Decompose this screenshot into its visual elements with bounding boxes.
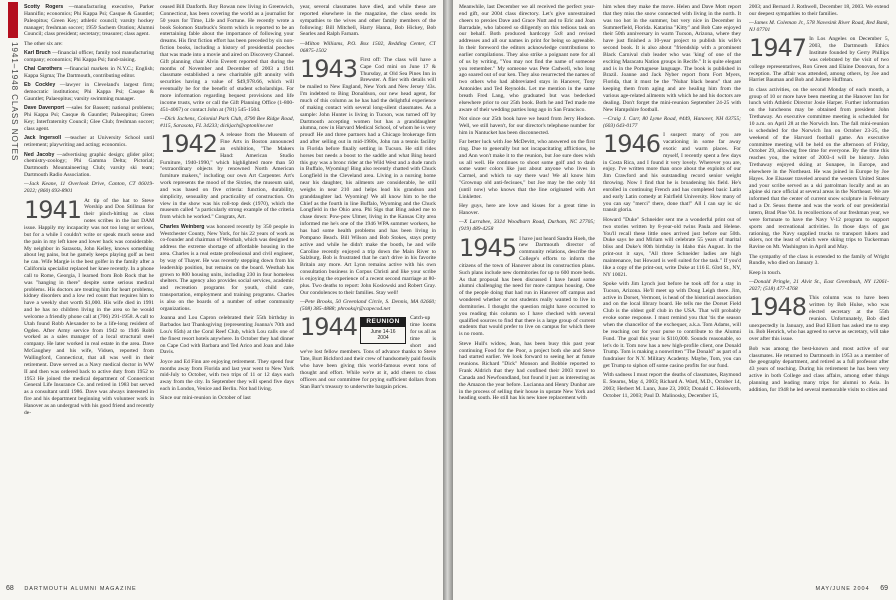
note-text: Joanna and Lou Capron celebrated their 55th birthday in Barbados last Thanksgiving (representing Joanna's 70th and Lou's 85th) at the Coral Reef Club, which Lou calls one of the finest resort hotels anywhere. In October they had dinner on Cape Cod with Barbara and Ted Arico and Joan and Jake Davis. <box>160 315 294 356</box>
note-text: —manufacturing executive, Parker Hannifin; economics; Phi Kappa Psi; Casque & Gauntlet; Paleopitus; Green Key; athletic council; varsity hockey manager; freshman soccer; 1959 Sachem Oration; Alumni Council; class president; secretary; treasurer; class agent. <box>24 4 154 38</box>
note-paragraph <box>160 359 294 393</box>
note-text: The sympathy of the class is extended to the family of Wright Rundle, who died on January 3. <box>749 253 889 267</box>
note-paragraph <box>24 4 154 38</box>
note-paragraph <box>24 66 154 80</box>
note-paragraph <box>749 87 889 251</box>
note-text: —Milton Williams, P.O. Box 1502, Redding Center, CT 06875-1502 <box>300 40 436 54</box>
note-paragraph <box>160 224 294 313</box>
note-paragraph <box>603 281 741 370</box>
left-page <box>0 0 443 600</box>
note-paragraph <box>459 203 595 217</box>
class-year-heading: 1947 <box>749 34 807 63</box>
note-paragraph <box>749 254 889 268</box>
note-text: A release from the Museum of Fine Arts in Boston announced an exhibition, "The Makers Hand: American Studio Furniture, 1940-1990," which highlighted more than 50 "extraordinary objects by renowned North American furniture makers," including our own Art Carpenter. Art's work represents the mood of the Sixties, the museum said, and was based on five criteria: function, durability, simplicity, sensuality and practicality of construction. On view in the show was his roll-top desk (1970), which the museum called "a particularly strong example of the criteria from which he worked." Congrats, Art. <box>160 132 294 221</box>
note-text: 2003; and Bernard J. Rothwell, December 18, 2003. We extend our deepest sympathies to their families. <box>749 4 889 17</box>
note-text: Howard "Duke" Schneider sent me a wonderful print out of two stories written by 8-year-old twins Paula and Helene. You'll recall these little ones arrived just before our 50th. Duke says he and Miriam will celebrate 55 years of marital bliss and Duke's 80th birthday in Idaho this August. In the print-out it says, "All three Schneider ladies are high maintenance, but Howard is well suited for the task." If you'd like a copy of the print-out, write Duke at 116 E. 63rd St., NY, NY 10021. <box>603 216 741 278</box>
note-text: —Craig J. Carr, 80 Lyme Road, #449, Hanover, NH 03755; (603) 643-0177 <box>603 116 741 129</box>
secretary-signature <box>300 299 436 313</box>
note-text: him when they make the move. Helen and Dave Mott report that they miss the snow connected with living in the north. It was too hot in the summer, but very nice in December in Summerfield, Florida. Katarina "Kitty" and Bob Cate enjoyed their 50th anniversary in warm Tucson, Arizona, where they have just finished a 10-year project to publish his wife's second book. It is also about "friendship with a prominent Black Carnival club leader who was 'king' of one of the exciting Maracatu Nation groups in Recife." It is quite elegant and is in the Portuguese language. The book is published in Brazil. Joanne and Jack Nyber report from Fort Myers, Florida, that it must be the "Nubar black beans" that are keeping them from aging and are healing him from the various age-related ailments with which he and his doctors are dealing. Don't forget the mini-reunion September 24-25 with New Hampshire football. <box>603 4 741 113</box>
secretary-signature <box>24 181 154 195</box>
class-year-heading: 1944 <box>300 313 358 342</box>
secretary-signature <box>749 279 889 293</box>
class-note-year-1948 <box>749 295 889 343</box>
note-paragraph <box>24 152 154 179</box>
classmate-name: Chal Carothers <box>24 66 62 73</box>
note-text: was honored recently by 350 people in Westchester County, New York, for his 22 years of work as co-founder and chairman of Westhab, which was designed to address the extreme shortage of affordable housing in the area. Charles is a real estate professional and civil engineer, by way of Thayer. He was recently stepping down from his leadership position, but remains on the board. Westhab has grown to 800 housing units, including 230 in four homeless shelters. The agency also provides social services, academic and recreation programs for youth, child care, transportation, employment and training programs. Charles is also on the boards of a number of other community organizations. <box>160 223 294 312</box>
classmate-name: Charles Weinberg <box>160 223 205 230</box>
note-text: This column was to have been written by Bob Hulse, who was elected secretary at the 55th reunion. Unfortunately, Bob died unexpectedly in January, and Bud Elliott has asked me to step in. Bob Henrich, who has agreed to serve as secretary, will take over after this issue. <box>749 295 889 343</box>
text-column-5 <box>603 4 741 572</box>
classmate-name: Scotty Rogers <box>24 4 64 10</box>
note-paragraph <box>24 41 154 48</box>
class-year-heading: 1942 <box>160 130 218 159</box>
note-text: —Dick Jachens, Colonial Park Club, 4790 Bee Ridge Road, #115, Sarasota, FL 34233; dickjach@optonline.net <box>160 116 294 129</box>
note-paragraph <box>24 82 154 103</box>
note-text: Meanwhile, last December we all received the perfect year-end gift, our 2004 class directory. Let's give unrestrained cheers to prexies Dave and Grace Nutt and to Eric and Joan Barradale, who labored so diligently on this tedious task on our behalf. Both produced hardcopy 5x8 and revised addresses and all our names in print for being so agreeable. In their foreword the editors acknowledge contributions to earlier compilations. They also strike a poignant note for all of us by writing, "You may not find the name of someone you remember." My someone was Pete Cadwell, who long ago soared out of our ken. They also resurrected the names of two others who had abbreviated stays in Hanover, Tony Antonides and Ted Reynolds. Let me mention in the same breath Fred Lang, who graduated but was bedecked elsewhere prior to our 25th book. Both he and Ted made me aware of their wedding parties long ago in San Francisco. <box>459 4 595 113</box>
note-text: —financial markets in N.Y.C.; English; Kappa Sigma; The Dartmouth, contributing editor. <box>24 66 154 80</box>
note-text: —Donald Pringle, 21 Alvit St., East Greenbush, NY 12061-2027; (518) 477-4768 <box>749 279 889 292</box>
left-footer-title: DARTMOUTH ALUMNI MAGAZINE <box>24 586 137 592</box>
class-note-year-1941 <box>24 195 154 417</box>
secretary-signature <box>603 116 741 130</box>
note-paragraph <box>459 116 595 137</box>
secretary-signature <box>300 41 436 55</box>
note-text: year, several classmates have died, and while these are reported elsewhere in the magazine, the class sends its sympathies to the wives and other family members of the following: Bill Mitchell, Harry Hanna, Bob Hickey, Bob Searles and Ralph Farnam. <box>300 4 436 38</box>
note-text: I have just heard Sandra Hoeh, the new Dartmouth director of community relations, describe the College's efforts to inform the citizens of the town of Hanover about its construction plans. Such plans include new dormitories for up to 600 more beds. As that proposal has been discussed I have heard some alumni challenging the need for more campus housing. One of the people doing that had run in Hanover off campus and wondered whether or not students really wanted to live in dormitories. I thought the question might have occurred to you reading this column so I have checked with several qualified sources to find that there is a large group of current students that would prefer to live on campus for which there is no room. <box>459 235 595 338</box>
note-text: With sadness I must report the deaths of classmates, Raymond E. Stearns, May 4, 2003; Richard A. Ward, M.D., October 14, 2003; Herbert M. Lunn, June 23, 2003; Donald C. Holsworth, October 11, 2003; Paul D. Malinosky, December 15, <box>603 372 741 399</box>
note-text: Joyce and Ed Finn are enjoying retirement. They spend four months away from Florida and last year went to New York mid-July to October, with two trips of 11 or 12 days each away from the city. In September they will spend five days each in London, Venice and Berlin. Not bad living. <box>160 358 294 393</box>
note-paragraph <box>603 217 741 279</box>
classmate-name: Karl Bruch <box>24 50 51 57</box>
note-paragraph <box>24 50 154 64</box>
note-paragraph <box>603 4 741 114</box>
right-page <box>453 0 896 600</box>
note-text: —sales for Bassett; national problems; Phi Kappa Psi; Casque & Gauntlet; Palaeopitus; Green Key; Interfraternity Council; Glee Club; freshman soccer; class agent. <box>24 105 154 132</box>
note-text: In Los Angeles on December 5, 2003, the Dartmouth Ethics Institute founded by Gerry Phillips was celebrated by the visit of two college representatives, Ron Green and Elaine Donovan, for a reception. The affair was attended, among others, by Joe and Harriet Bauman and Bob and Juliette Huffman. <box>749 36 889 84</box>
note-text: —advertising graphic design; glider pilot; chemistry-zoology; Phi Gamma Delta; Pictorial; Dartmouth Mountaineering Club; varsity ski team; Dartmouth Radio Association. <box>24 151 154 179</box>
note-paragraph <box>24 105 154 132</box>
classmate-name: Dave Davenport <box>24 105 65 112</box>
note-text: —lawyer in Cleveland's largest firm; democratic institutions; Phi Kappa Psi; Casque & Gauntlet; Palaeopitus; varsity swimming manager. <box>24 82 154 103</box>
class-note-year-1943 <box>300 54 436 297</box>
note-paragraph <box>459 4 595 114</box>
right-footer <box>816 585 889 592</box>
note-text: —X Larrabee, 3324 Woodburn Road, Durham, NC 27705; (919) 489-4258 <box>459 219 595 233</box>
text-column-2 <box>160 4 294 572</box>
note-text: Steve Hull's widow, Jean, has been busy this past year continuing Food for the Poor, a project both she and Steve had started earlier. We look forward to seeing her at future reunions. Richard "Dick" Monson and Bobbie reported to Frank Aldrich that they had confined their 2003 travel to Canada and Newfoundland, but found it just as interesting as the Amazon the year before. Lucianna and Henry Dunbar are in the process of selling their house in upstate New York and heading south. He still has his new knee replacement with <box>459 340 595 402</box>
classmate-name: Ned Jacoby <box>24 151 55 158</box>
note-paragraph <box>160 395 294 402</box>
class-note-year-1944 <box>300 315 436 390</box>
note-paragraph <box>24 135 154 149</box>
note-text: Bob was among the best-known and most active of our classmates. He returned to Dartmouth in 1953 as a member of the geography department, and retired as a full professor after 43 years of teaching. During his retirement he has been very active in both College and class affairs, among other things planning and leading many trips for alumni to Asia. In addition, for 1948 he led several memorable visits to cities and <box>749 345 889 393</box>
note-text: Keep in touch. <box>749 269 782 276</box>
note-text: ceased Bill Danforth. Roy Rowan now living in Greenwich, Connecticut, has been covering the world as a journalist for 50 years for Time, Life and Fortune. He recently wrote a book Solomon Starbuck's Storm which is reported to be an entertaining fable about the importance of following your dreams. His first fiction effort has been preceded by six non-fiction books, including a history of presidential pooches that was made into a movie and aired on Discovery Channel. Gift planning chair Alvin Everett reported that during the months of November and December of 2003 a 1941 classmate established a new charitable gift annuity with securities having a value of $49,978.66, which will eventually be for the benefit of student scholarships. For more information regarding bequest provisions and life income trusts, write or call the Gift Planning Office (1-800-451-4067) or contact John at (781) 545-1504. <box>160 4 294 113</box>
note-paragraph <box>749 4 889 18</box>
note-text: —Pete Brooks, 50 Greenland Circle, S. Dennis, MA 02660; (508) 385-4888; phrooksjr@capecod.net <box>300 298 436 312</box>
classmate-name: Eb Cockley <box>24 82 56 89</box>
left-page-number: 68 <box>6 585 14 592</box>
note-paragraph <box>160 4 294 114</box>
class-year-heading: 1943 <box>300 54 358 83</box>
right-footer-title: MAY/JUNE 2004 <box>815 586 870 592</box>
reunion-box <box>360 317 406 344</box>
text-column-3 <box>300 4 436 572</box>
note-text: —financial officer, family tool manufacturing company; economics; Phi Kappa Psi; fund-raising. <box>24 50 154 63</box>
class-year-heading: 1945 <box>459 233 517 262</box>
class-year-heading: 1946 <box>603 130 661 159</box>
note-paragraph <box>160 315 294 356</box>
note-text: Catch-up time looms for us all as time is short and we've lost fellow members. Tons of advance thanks to Steve Tate, Burt Bickford and their crew of handsomely paid fossils who have been giving this world-famous event tons of thought and effort. While we're at it, add cheers to class officers and our committee for prying sufficient dollars from Stan Barr's treasury to underwrite bargain prices. <box>300 315 436 390</box>
note-paragraph <box>459 341 595 403</box>
text-column-1 <box>24 4 154 572</box>
page-gutter <box>443 0 453 600</box>
class-note-year-1942 <box>160 132 294 221</box>
note-text: —James M. Coleman Jr., 578 Navesink River Road, Red Bank, NJ 07701 <box>749 20 889 34</box>
note-paragraph <box>603 372 741 399</box>
class-year-heading: 1941 <box>24 195 82 224</box>
note-text: Since our mini-reunion in October of last <box>160 395 251 402</box>
note-paragraph <box>300 4 436 38</box>
note-text: In class activities, on the second Monday of each month, a group of 10 or more have been meeting at the Hanover Inn for lunch with Athletic Director Josie Harper. Further information on the luncheons may be obtained from president John Trethaway. An executive committee meeting is scheduled for 10 a.m. on April 28 at the Norwich Inn. The fall mini-reunion is scheduled for the Norwich Inn on October 23-25, the weekend of the Harvard football game. An executive committee meeting will be held on the afternoon of Friday, October 29, allowing free time for everyone. By the time this reaches you, the winter of 2003-4 will be history. John Trethaway enjoyed skiing at Sunapee, in Europe, and elsewhere in the Northeast. He was joined in Europe by Joe Hayes. Joe Elsasser traveled around the western United States and your scribe served as a ski patrolman locally and as an alpine ski race official at several areas in the Northeast. We are informed that the center of current snow sculpture in February had a Dr. Seuss theme and was the work of our presidential intern, Brad Pine '04. In recollections of our freshman year, we were fortunate to have the Navy V-12 program to support sports and recreational activities. In those days of gas rationing, the Navy supplied trucks to transport hikers and skiers, not the least of which were skiing trips to Tuckerman Ravine on Mt. Washington in April and May. <box>749 86 889 251</box>
note-text: Hey guys, here are love and kisses for a great time in Hanover. <box>459 203 595 216</box>
classmate-name: Jack Ingersoll <box>24 135 62 142</box>
red-tab-marker <box>8 2 18 38</box>
note-paragraph <box>749 346 889 394</box>
side-tab-label: 1941–1948 CLASS NOTES <box>10 42 19 162</box>
note-text: —teacher at University School until retirement; playwriting and acting; economics. <box>24 135 154 149</box>
secretary-signature <box>749 20 889 34</box>
reunion-dates: June 14-16 2004 <box>370 328 396 341</box>
note-text: Not since our 25th book have we heard from Jerry Hodson. Well, we still haven't, for our director's telephone number for him in Nantucket has been disconnected. <box>459 116 595 136</box>
note-text: First off: The class will have a Cape Cod mini on June 17 & Thursday, at Old Sea Pines Inn in Brewster. A flier with details will be mailed to New England, New York and New Jersey '43s. I'm indebted to Bing Donaldson, our new head agent, for much of this column as he has had the delightful experience of making contact with several long-silent classmates. As a sample: John Hunter is living in Tucson, was turned off by Dartmouth accepting women but has a granddaughter alumna, now in Harvard Medical School, of whom he is very proud! He and three partners had a Chicago brokerage firm and after selling out in mid-1980s, John ran a tennis facility in Florida before finally settling in Tucson. He still rides horses but needs a boost to the saddle and what Bing heard this guy was a bronc rider at the Wild West and a dude ranch in Buffalo, Wyoming! Bing also recently chatted with Chuck Longfield in the Cleveland area. Living in a nursing home near his daughter, his ailments are considerable, he still weighs in near 210 and helps lead his grandson and granddaughter lad. Wyoming! We all know him to be the Chief as the fourth in line Buffalo, Wyoming and the Chuck Longfield in the Ohio area. Phi Sigs that Bing asked me to chase down: Pow-pow Ulmer, living in the Kansas City area informed me he's one of the 1946 WPA summer workers, he has had some health problems and has been living in Pompano Beach. Bill Wilson and Bob Stokes, stays pretty active and while he didn't make the booth, he and wife Caroline recently enjoyed a trip down the Main River to Salzburg. Bob is frustrated that he can't drive in his favorite Britain any more. Art Lynn remains active with his own consultation business in Corpus Christi and like your scribe is enjoying the experience of a recent second marriage at 80-plus. Two deaths to report: John Koslowski and Robert Gray. Our condolences to their families. Stay well! <box>300 56 436 296</box>
class-note-year-1945 <box>459 233 595 339</box>
left-footer <box>6 585 137 592</box>
note-text: I suspect many of you are vacationing in some far away exotic and warm places. For myself, I recently spent a few days in Costa Rica, and I found it very lovely. Wherever you are, enjoy. I've written more than once about the exploits of our Jim Crawford and his outstanding record senior weight throwing. Now I find that he is broadening his field. He's enrolled in continuing French and has completed basic Latin and early Latin comedy at Fairfield University. How many of you can say "merci" there, done that!" All I can say is: sic transit gloria. <box>603 132 741 214</box>
note-text: Spoke with Jim Lynch just before he took off for a stay in Tucson, Arizona. He'll meet up with Doug Leigh there. Jim, active in Dorset, Vermont, is head of the historical association and on the local library board. He tells me the Dorset Field Club is the oldest golf club in the USA. That will probably evoke some response. I must remind you that 'tis the season when the chancellor of the exchequer, a.k.a. Tom Adams, will be reaching out for your purse to contribute to the Alumni Fund. The goal this year is $110,000. Sounds reasonable, so let's do it. Tom now has a new high-profile client, one Donald Trump. Tom is making a nonwritten "The Donald" as part of a fundraiser for N.Y. Military Academy. Maybe, Tom, you can get Trump to siphon off some casino profits for our fund. <box>603 280 741 370</box>
text-column-6 <box>749 4 889 572</box>
class-notes-side-tab <box>3 2 21 162</box>
text-column-4 <box>459 4 595 572</box>
class-note-year-1946 <box>603 132 741 214</box>
secretary-signature <box>459 219 595 233</box>
note-text: The other six are: <box>24 40 63 47</box>
note-paragraph <box>459 139 595 201</box>
right-page-number: 69 <box>880 585 888 592</box>
secretary-signature <box>160 116 294 130</box>
class-year-heading: 1948 <box>749 293 807 322</box>
reunion-heading: REUNION <box>361 318 405 327</box>
class-note-year-1947 <box>749 36 889 84</box>
note-text: —Jack Keane, 11 Overlook Drive, Canton, CT 06019-2022; (860) 693-8901 <box>24 181 154 195</box>
note-paragraph <box>749 270 889 277</box>
note-text: At tip of the hat to Steve Worship and Don Stillman for their pinch-hitting as class notes scribes in the last DAM issue. Happily my incapacity was not too long or serious, but for a while I couldn't write or speak much sense and the pain in my left knee and lower back was considerable. My neighbor in Sarasota, John Kelley, knows something about leg pains, but he gamely keeps playing golf as best he can. Wife Margie is the best golfer in the family after a California specialist replaced her knee recently. In a phone call to Rome, Georgia, I learned from Bob Rock that he was "hanging in there" despite some serious medical problems. His doctors are treating him for heart problems, kidney disorders and a low red count that requires him to have a weekly shot worth $1,000. His wife died in 1991 and he has no children living in the area so he would welcome a friendly phone call at (706) 291-1958. A call to Utah found Robb Alexander to be a life-long resident of Ogden. After Army service from 1942 to 1946 Robb worked as a sales manager of a local structural steel company. He later worked in real estate in the area. Dave McGaughey and his wife, Vidsen, reported from Wallingford, Connecticut, that all was well in their retirement. Dave served as a Navy medical doctor in WW II and then was ordered back to active duty from 1952 to 1953 He joined the medical department of Connecticut General Life Insurance Co. and retired in 1983 but served as a consultant until 1986. Dave was always interested in fire and his department beginning with volunteer work in Hanover as an undergrad with his good friend and recently de- <box>24 197 154 416</box>
note-text: Far better luck with Joe McDevitt, who answered on the first ring. Due to generally but not incapacitating afflictions, he and Ann won't make it to the reunion, but Joe sure does wish us all well. He continues to shoot some golf and to daub some water colors like just about anyone who lives in Carmel, and which to say there was! We all know him "Grownup old anti-fecisues," but Joe may be the only '44 (until now) who knows that the line originated with Art Linkletter. <box>459 139 595 200</box>
